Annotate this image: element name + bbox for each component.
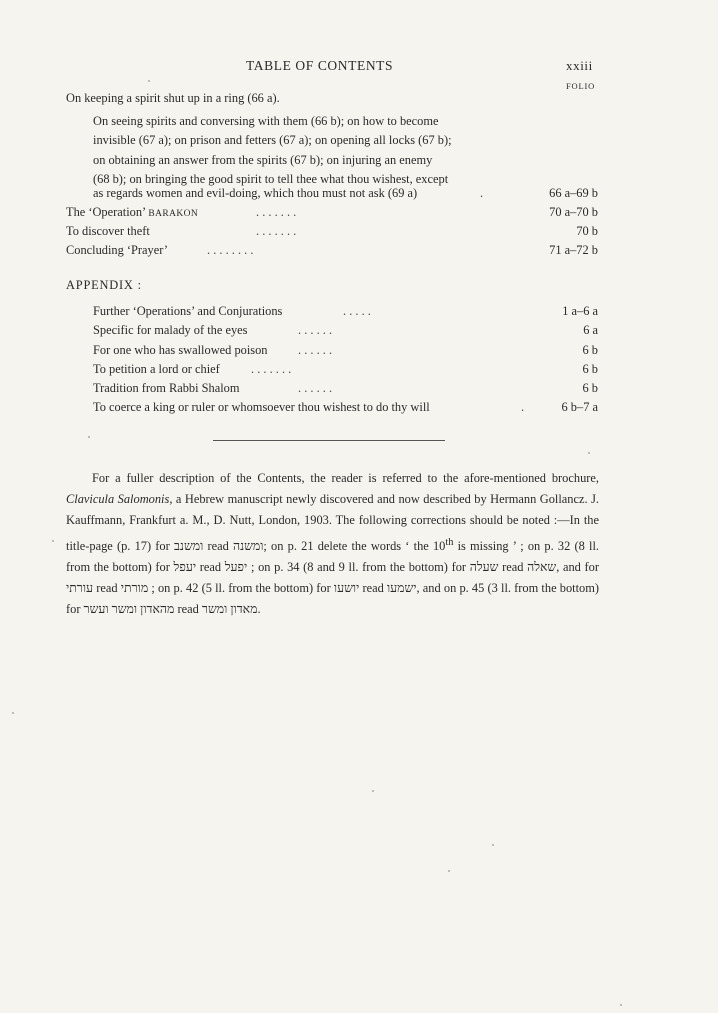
toc-entry xyxy=(66,205,598,224)
folio-column-label: FOLIO xyxy=(566,81,596,91)
paper-speck xyxy=(52,540,54,542)
dot-leaders: . . . . . . . . xyxy=(207,243,254,257)
appendix-entry-label: Further ‘Operations’ and Conjurations xyxy=(93,304,283,318)
paper-speck xyxy=(12,712,14,714)
note-text: For a fuller description of the Contents, the reader is referred to the afore-mentioned brochure, xyxy=(92,471,599,485)
note-text: , and on p. 45 (3 ll. from the bottom) for xyxy=(66,581,599,617)
hebrew-word: ומשנה xyxy=(232,538,264,553)
dot-leaders: . xyxy=(521,400,525,414)
toc-paragraph-line: (68 b); on bringing the good spirit to tell thee what thou wishest, except xyxy=(93,172,449,187)
appendix-entry-folio: 6 b xyxy=(582,381,598,395)
dot-leaders: . . . . . . . xyxy=(251,362,292,376)
toc-paragraph-line: invisible (67 a); on prison and fetters (67 a); on opening all locks (67 b); xyxy=(93,133,452,148)
hebrew-word: מהאדון ומשר ועשר xyxy=(83,602,175,617)
page-title: TABLE OF CONTENTS xyxy=(246,58,394,73)
appendix-entry xyxy=(93,400,598,419)
footnote-paragraph xyxy=(66,468,599,621)
toc-entry xyxy=(93,186,598,205)
note-text: ; on p. 42 (5 ll. from the bottom) for xyxy=(148,581,334,596)
hebrew-word: מורתי xyxy=(120,581,149,596)
toc-entry-label: Concluding ‘Prayer’ xyxy=(66,243,168,257)
appendix-entry xyxy=(93,362,598,381)
hebrew-word: שאלה xyxy=(527,559,557,574)
note-text: read xyxy=(174,602,202,617)
paper-speck xyxy=(372,790,374,792)
toc-entry-folio: 71 a–72 b xyxy=(549,243,598,257)
appendix-entry-folio: 6 b xyxy=(582,343,598,357)
toc-paragraph xyxy=(93,112,452,190)
appendix-entry xyxy=(93,343,598,362)
appendix-entry-folio: 6 b–7 a xyxy=(561,400,598,414)
note-text: ; on p. 21 delete the words ‘ the 10 xyxy=(263,538,446,553)
note-text: read xyxy=(359,581,387,596)
hebrew-word: יעפל xyxy=(173,559,197,574)
appendix-entry-label: Tradition from Rabbi Shalom xyxy=(93,381,240,395)
appendix-entry-folio: 6 a xyxy=(583,323,598,337)
note-text: read xyxy=(196,559,225,574)
toc-entry xyxy=(66,224,598,243)
hebrew-word: מאדון ומשר xyxy=(201,602,258,617)
appendix-entry-folio: 1 a–6 a xyxy=(562,304,598,318)
note-text: . xyxy=(257,602,261,617)
dot-leaders: . . . . . . xyxy=(298,323,333,337)
dot-leaders: . xyxy=(480,186,484,200)
paper-speck xyxy=(148,80,150,82)
appendix-entry xyxy=(93,304,598,323)
hebrew-word: יושעו xyxy=(333,581,360,596)
toc-paragraph-line: on obtaining an answer from the spirits (67 b); on injuring an enemy xyxy=(93,152,433,167)
dot-leaders: . . . . . xyxy=(343,304,371,318)
hebrew-word: ישמעו xyxy=(386,581,417,596)
toc-paragraph-line: On seeing spirits and conversing with them (66 b); on how to become xyxy=(93,114,439,128)
note-text: read xyxy=(498,559,528,574)
toc-entry xyxy=(66,243,598,262)
paper-speck xyxy=(492,844,494,846)
toc-entry-label xyxy=(66,205,198,220)
toc-entry-folio: 70 b xyxy=(576,224,598,238)
appendix-entry-label: To petition a lord or chief xyxy=(93,362,220,376)
toc-entry-folio: 70 a–70 b xyxy=(549,205,598,219)
note-text: read xyxy=(203,538,233,553)
appendix-entry xyxy=(93,323,598,342)
note-text: read xyxy=(93,581,121,596)
toc-entry-ring: On keeping a spirit shut up in a ring (66 a). xyxy=(66,91,280,105)
section-divider xyxy=(213,440,445,441)
appendix-entry xyxy=(93,381,598,400)
hebrew-word: ומשנב xyxy=(173,538,204,553)
note-text: is missing ’ ; on p. 32 (8 ll. from the bottom) for xyxy=(66,538,599,574)
note-text: , and for xyxy=(556,559,599,574)
paper-speck xyxy=(620,1004,622,1006)
appendix-entry-label: To coerce a king or ruler or whomsoever thou wishest to do thy will xyxy=(93,400,430,414)
hebrew-word: יפעל xyxy=(224,559,248,574)
appendix-entry-label: Specific for malady of the eyes xyxy=(93,323,248,337)
dot-leaders: . . . . . . . xyxy=(256,205,297,219)
dot-leaders: . . . . . . . xyxy=(256,224,297,238)
hebrew-word: שעלה xyxy=(469,559,499,574)
note-text: ; on p. 34 (8 and 9 ll. from the bottom) for xyxy=(247,559,470,574)
paper-speck xyxy=(448,870,450,872)
paper-speck xyxy=(588,452,590,454)
toc-entry-label: as regards women and evil-doing, which thou must not ask (69 a) xyxy=(93,186,418,200)
dot-leaders: . . . . . . xyxy=(298,343,333,357)
toc-entry-label-text: The ‘Operation’ xyxy=(66,205,146,219)
appendix-heading: APPENDIX : xyxy=(66,278,142,292)
note-book-title: Clavicula Salomonis xyxy=(66,492,170,507)
toc-entry-folio: 66 a–69 b xyxy=(549,186,598,200)
toc-entry-label: To discover theft xyxy=(66,224,150,238)
note-text: , a Hebrew manuscript newly discovered and now described by Hermann Gollancz. J. Kauffmann, Frankfurt a. M., D. Nutt, London, 1903. The following corrections should be noted :—In the title-page (p. 17) for xyxy=(66,492,599,553)
note-superscript: th xyxy=(445,536,454,548)
toc-entry-label-smallcaps: BARAKON xyxy=(148,209,199,219)
hebrew-word: עורתי xyxy=(66,581,94,596)
appendix-entry-label: For one who has swallowed poison xyxy=(93,343,268,357)
page-number: xxiii xyxy=(566,58,593,73)
paper-speck xyxy=(88,436,90,438)
appendix-entry-folio: 6 b xyxy=(582,362,598,376)
dot-leaders: . . . . . . xyxy=(298,381,333,395)
